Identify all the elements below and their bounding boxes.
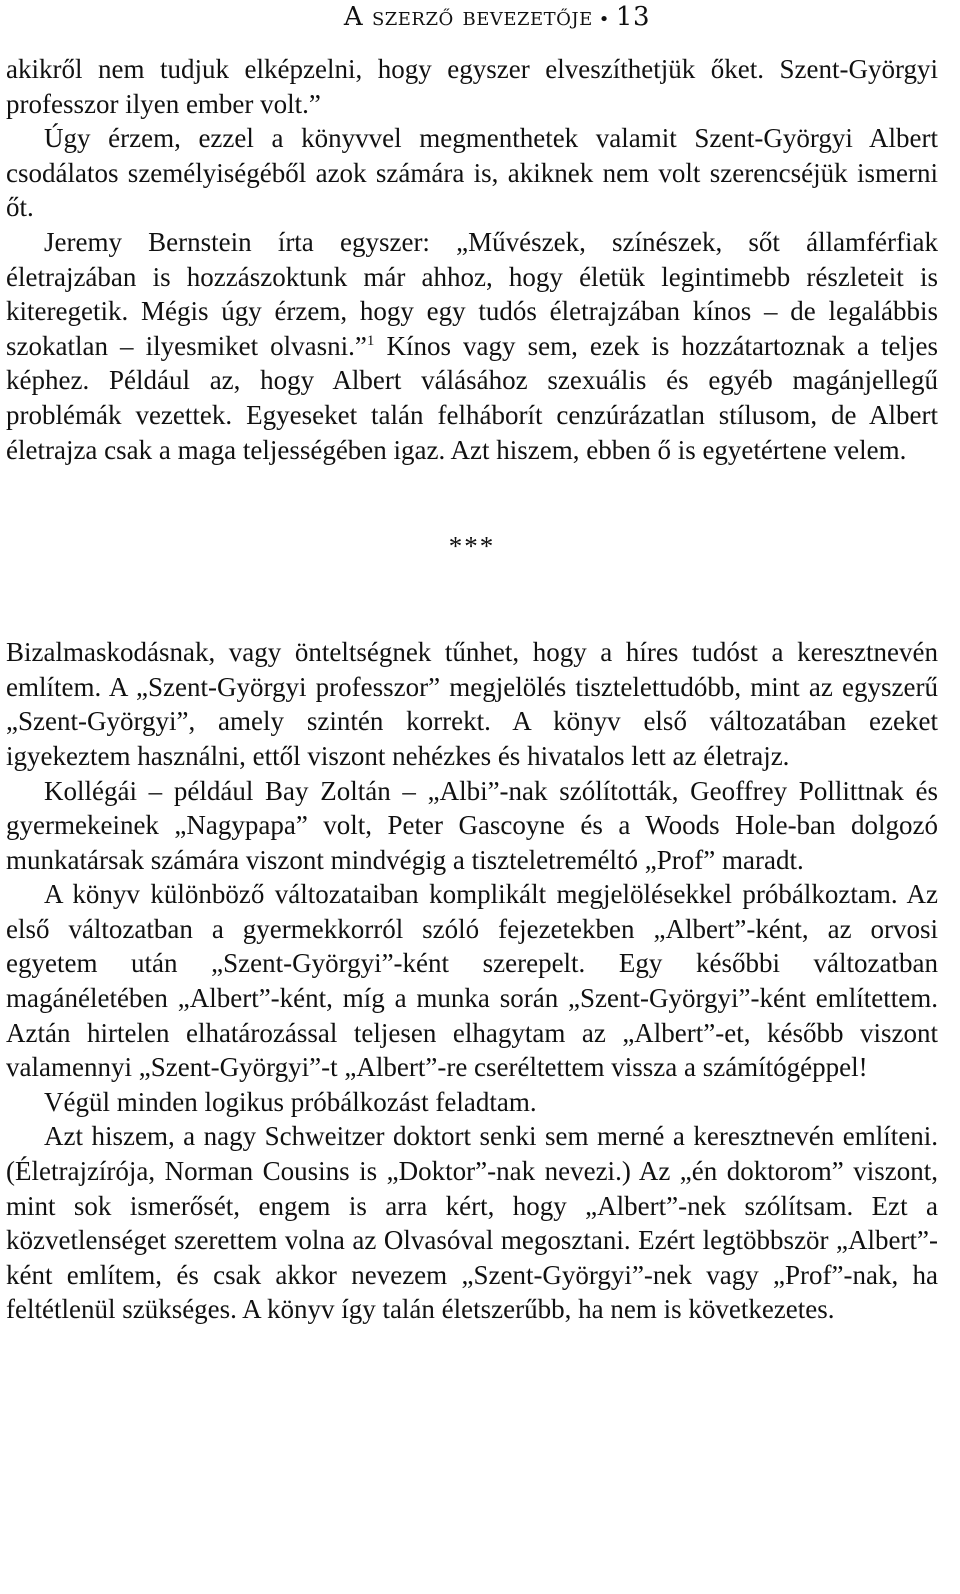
footnote-marker: 1	[366, 332, 375, 349]
paragraph: Kollégái – például Bay Zoltán – „Albi”-nak szólították, Geoffrey Pollittnak és gyermekeinek „Nagypapa” volt, Peter Gascoyne és a Woods Hole-ban dolgozó munkatársak számára viszont mindvégig a tiszteletreméltó „Prof” maradt.	[6, 775, 938, 875]
paragraph: Úgy érzem, ezzel a könyvvel megmenthetek valamit Szent-Györgyi Albert csodálatos személyiségéből azok számára is, akiknek nem volt szerencséjük ismerni őt.	[6, 123, 938, 223]
page-number: 13	[615, 2, 650, 32]
paragraph: Bizalmaskodásnak, vagy önteltségnek tűnhet, hogy a híres tudóst a keresztnevén említem. A „Szent-Györgyi professzor” megjelölés tisztelettudóbb, mint az egyszerű „Szent-Györgyi”, amely szintén korrekt. A könyv első változatában ezeket igyekeztem használni, ettől viszont nehézkes és hivatalos lett az életrajz.	[6, 637, 938, 771]
running-header	[0, 0, 960, 44]
body-text	[6, 52, 938, 1327]
paragraph: akikről nem tudjuk elképzelni, hogy egyszer elveszíthetjük őket. Szent-Györgyi professzor ilyen ember volt.”	[6, 54, 938, 119]
header-separator: •	[598, 9, 610, 30]
paragraph-text: Kínos vagy sem, ezek is hozzátartoznak a teljes képhez. Például az, hogy Albert válásához szexuális és egyéb magánjellegű problémák vezettek. Egyeseket talán felháborít cenzúrázatlan stílusom, de Albert életrajza csak a maga teljességében igaz. Azt hiszem, ebben ő is egyetértene velem.	[6, 330, 938, 465]
running-title: A szerző bevezetője	[343, 2, 593, 32]
paragraph-text: Jeremy Bernstein írta egyszer: „Művészek, színészek, sőt államférfiak életrajzában is hozzászoktunk már ahhoz, hogy életük legintimebb részleteit is kiteregetik. Mégis úgy érzem, hogy egy tudós életrajzában kínos – de legalábbis szokatlan – ilyesmiket olvasni.”	[6, 226, 938, 361]
section-break: ***	[448, 531, 496, 562]
paragraph: Végül minden logikus próbálkozást feladtam.	[44, 1086, 537, 1117]
paragraph: A könyv különböző változataiban komplikált megjelölésekkel próbálkoztam. Az első változatban a gyermekkorról szóló fejezetekben „Albert”-ként, az orvosi egyetem után „Szent-Györgyi”-ként szerepelt. Egy későbbi változatban magánéletében „Albert”-ként, míg a munka során „Szent-Györgyi”-ként említettem. Aztán hirtelen elhatározással teljesen elhagytam az „Albert”-et, később viszont valamennyi „Szent-Györgyi”-t „Albert”-re cseréltettem vissza a számítógéppel!	[6, 879, 938, 1083]
paragraph	[6, 225, 938, 467]
paragraph: Azt hiszem, a nagy Schweitzer doktort senki sem merné a keresztnevén említeni. (Életrajzírója, Norman Cousins is „Doktor”-nak nevezi.) Az „én doktorom” viszont, mint sok ismerősét, engem is arra kért, hogy „Albert”-nek szólítsam. Ezt a közvetlenséget szerettem volna az Olvasóval megosztani. Ezért legtöbbször „Albert”-ként említem, és csak akkor nevezem „Szent-Györgyi”-nek vagy „Prof”-nak, ha feltétlenül szükséges. A könyv így talán életszerűbb, ha nem is következetes.	[6, 1121, 938, 1325]
